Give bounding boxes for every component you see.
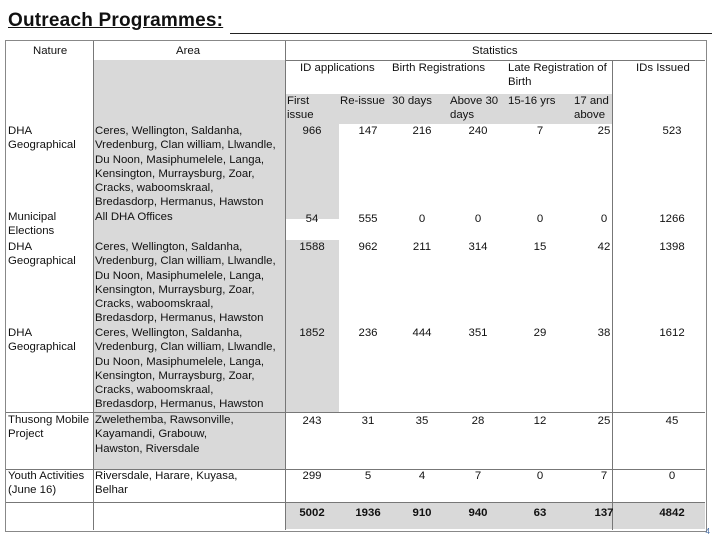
total-17-above: 137 bbox=[594, 507, 614, 519]
total-first-issue: 5002 bbox=[299, 507, 325, 519]
total-reissue: 1936 bbox=[355, 507, 381, 519]
row-6-15-16: 0 bbox=[536, 470, 544, 482]
row-5-30-days: 35 bbox=[415, 415, 429, 427]
header-id-applications: ID applications bbox=[300, 62, 375, 74]
row-6-reissue: 5 bbox=[364, 470, 372, 482]
row-4-ids-issued: 1612 bbox=[659, 327, 685, 339]
row-2-above-30: 0 bbox=[474, 213, 482, 225]
row-3-above-30: 314 bbox=[468, 241, 488, 253]
header-15-16-yrs: 15-16 yrs bbox=[508, 95, 556, 107]
title-rule bbox=[230, 33, 712, 34]
row-2-reissue: 555 bbox=[358, 213, 378, 225]
header-reissue: Re-issue bbox=[340, 95, 385, 107]
row-4-15-16: 29 bbox=[533, 327, 547, 339]
shade-stats-header bbox=[285, 94, 612, 124]
header-area: Area bbox=[176, 45, 201, 57]
row-4-above-30: 351 bbox=[468, 327, 488, 339]
header-17-and-above: 17 and above bbox=[574, 95, 609, 122]
row-6-above-30: 7 bbox=[474, 470, 482, 482]
row-5-first-issue: 243 bbox=[302, 415, 322, 427]
total-30-days: 910 bbox=[412, 507, 432, 519]
row-6-area: Riversdale, Harare, Kuyasa, Belhar bbox=[95, 470, 238, 497]
row-3-ids-issued: 1398 bbox=[659, 241, 685, 253]
row-1-30-days: 216 bbox=[412, 125, 432, 137]
row-5-15-16: 12 bbox=[533, 415, 547, 427]
header-above-30-days: Above 30 days bbox=[450, 95, 499, 122]
row-1-17-above: 25 bbox=[597, 125, 611, 137]
header-first-issue: First issue bbox=[287, 95, 314, 122]
page-title: Outreach Programmes: bbox=[8, 10, 224, 31]
row-3-reissue: 962 bbox=[358, 241, 378, 253]
row-5-reissue: 31 bbox=[361, 415, 375, 427]
row-6-first-issue: 299 bbox=[302, 470, 322, 482]
row-3-30-days: 211 bbox=[412, 241, 432, 253]
row-5-ids-issued: 45 bbox=[665, 415, 679, 427]
header-ids-issued: IDs Issued bbox=[636, 62, 690, 74]
shade-area-header bbox=[93, 60, 285, 94]
row-5-area: Zwelethemba, Rawsonville, Kayamandi, Grabouw, Hawston, Riversdale bbox=[95, 414, 234, 455]
page-number: 4 bbox=[705, 527, 710, 536]
row-1-ids-issued: 523 bbox=[662, 125, 682, 137]
row-1-nature: DHA Geographical bbox=[8, 125, 76, 152]
row-1-area: Ceres, Wellington, Saldanha, Vredenburg, Clan william, Llwandle, Du Noon, Masiphumelele, Langa, Kensington, Murraysburg, Zoar, Cracks, waboomskraal, Bredasdorp, Hermanus, Hawston bbox=[95, 125, 276, 209]
row-6-ids-issued: 0 bbox=[668, 470, 676, 482]
row-2-nature: Municipal Elections bbox=[8, 211, 57, 238]
row-4-reissue: 236 bbox=[358, 327, 378, 339]
header-nature: Nature bbox=[33, 45, 68, 57]
row-3-nature: DHA Geographical bbox=[8, 241, 76, 268]
divider bbox=[93, 41, 94, 530]
row-3-15-16: 15 bbox=[533, 241, 547, 253]
row-5-above-30: 28 bbox=[471, 415, 485, 427]
header-birth-registrations: Birth Registrations bbox=[392, 62, 486, 74]
row-6-nature: Youth Activities (June 16) bbox=[8, 470, 85, 497]
row-2-17-above: 0 bbox=[600, 213, 608, 225]
total-ids-issued: 4842 bbox=[659, 507, 685, 519]
row-1-reissue: 147 bbox=[358, 125, 378, 137]
row-2-first-issue: 54 bbox=[305, 213, 319, 225]
row-2-30-days: 0 bbox=[418, 213, 426, 225]
header-statistics: Statistics bbox=[472, 45, 518, 57]
divider bbox=[6, 502, 705, 503]
row-3-area: Ceres, Wellington, Saldanha, Vredenburg, Clan william, Llwandle, Du Noon, Masiphumelele, Langa, Kensington, Murraysburg, Zoar, Cracks, waboomskraal, Bredasdorp, Hermanus, Hawston bbox=[95, 241, 276, 325]
row-4-30-days: 444 bbox=[412, 327, 432, 339]
row-2-15-16: 0 bbox=[536, 213, 544, 225]
row-3-17-above: 42 bbox=[597, 241, 611, 253]
row-6-30-days: 4 bbox=[418, 470, 426, 482]
row-4-first-issue: 1852 bbox=[299, 327, 325, 339]
row-5-nature: Thusong Mobile Project bbox=[8, 414, 90, 441]
row-3-first-issue: 1588 bbox=[299, 241, 325, 253]
row-5-17-above: 25 bbox=[597, 415, 611, 427]
header-late-registration: Late Registration of Birth bbox=[508, 62, 607, 89]
row-1-15-16: 7 bbox=[536, 125, 544, 137]
row-4-nature: DHA Geographical bbox=[8, 327, 76, 354]
row-1-first-issue: 966 bbox=[302, 125, 322, 137]
divider bbox=[285, 41, 286, 530]
row-6-17-above: 7 bbox=[600, 470, 608, 482]
row-4-area: Ceres, Wellington, Saldanha, Vredenburg, Clan william, Llwandle, Du Noon, Masiphumelele, Langa, Kensington, Murraysburg, Zoar, Cracks, waboomskraal, Bredasdorp, Hermanus, Hawston bbox=[95, 327, 276, 411]
row-1-above-30: 240 bbox=[468, 125, 488, 137]
row-2-ids-issued: 1266 bbox=[659, 213, 685, 225]
total-above-30: 940 bbox=[468, 507, 488, 519]
row-4-17-above: 38 bbox=[597, 327, 611, 339]
header-30-days: 30 days bbox=[392, 95, 432, 107]
row-2-area: All DHA Offices bbox=[95, 211, 173, 223]
total-15-16: 63 bbox=[533, 507, 547, 519]
